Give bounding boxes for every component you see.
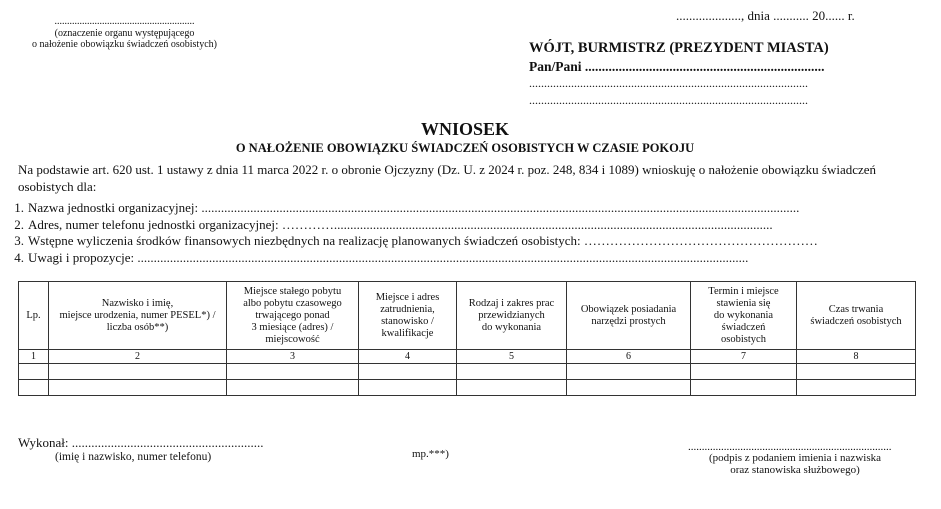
list-item: [0, 200, 818, 217]
addressee-name-line: Pan/Pani .......................................................................: [529, 59, 825, 74]
column-number-row: [19, 350, 916, 364]
intro-line-1: Na podstawie art. 620 ust. 1 ustawy z dnia 11 marca 2022 r. o obronie Ojczyzny (Dz. U. z 2024 r. poz. 248, 834 i 1089) wnioskuję o nałożenie obowiązku świadczeń: [18, 162, 877, 177]
column-number: 1: [19, 350, 49, 364]
column-number: 5: [457, 350, 567, 364]
item-text: Wstępne wyliczenia środków finansowych niezbędnych na realizację planowanych świadczeń osobistych: ………………………………………………: [28, 233, 818, 248]
organ-caption: (oznaczenie organu występującego o nałożenie obowiązku świadczeń osobistych): [32, 28, 217, 50]
column-header: Nazwisko i imię, miejsce urodzenia, numer PESEL*) / liczba osób**): [49, 282, 227, 350]
organ-dots: ........................................................: [54, 16, 195, 27]
column-number: 3: [227, 350, 359, 364]
column-header: Obowiązek posiadania narzędzi prostych: [567, 282, 691, 350]
column-header: Miejsce i adres zatrudnienia, stanowisko / kwalifikacje: [359, 282, 457, 350]
table-header-row: [19, 282, 916, 350]
table-cell[interactable]: [797, 380, 916, 396]
table-row: [19, 364, 916, 380]
table-cell[interactable]: [691, 364, 797, 380]
document-title: WNIOSEK: [420, 119, 510, 139]
table-cell[interactable]: [19, 380, 49, 396]
column-header: Lp.: [19, 282, 49, 350]
table-cell[interactable]: [227, 364, 359, 380]
request-items: [0, 200, 818, 266]
table-cell[interactable]: [49, 380, 227, 396]
table-cell[interactable]: [359, 364, 457, 380]
column-number: 4: [359, 350, 457, 364]
list-item: [0, 233, 818, 250]
intro-line-2: osobistych dla:: [18, 179, 97, 194]
table-cell[interactable]: [359, 380, 457, 396]
prepared-by-line: Wykonał: ...........................................................: [18, 435, 264, 450]
column-header: Czas trwania świadczeń osobistych: [797, 282, 916, 350]
document-subtitle: O NAŁOŻENIE OBOWIĄZKU ŚWIADCZEŃ OSOBISTYCH W CZASIE POKOJU: [235, 141, 695, 155]
table-cell[interactable]: [691, 380, 797, 396]
addressee-title: WÓJT, BURMISTRZ (PREZYDENT MIASTA): [529, 40, 829, 56]
list-item: [0, 250, 818, 267]
table-cell[interactable]: [567, 364, 691, 380]
date-line: ...................., dnia ........... 20...... r.: [676, 8, 855, 23]
column-number: 2: [49, 350, 227, 364]
item-number: 3.: [14, 233, 24, 248]
item-number: 2.: [14, 216, 24, 232]
item-text: Uwagi i propozycje: ............................................................................................................................................................................................: [28, 249, 749, 265]
table-cell[interactable]: [457, 380, 567, 396]
item-number: 1.: [14, 200, 24, 215]
prepared-by-caption: (imię i nazwisko, numer telefonu): [55, 451, 212, 463]
column-number: 6: [567, 350, 691, 364]
table-cell[interactable]: [567, 380, 691, 396]
table-cell[interactable]: [797, 364, 916, 380]
column-header: Rodzaj i zakres prac przewidzianych do wykonania: [457, 282, 567, 350]
column-header: Termin i miejsce stawienia się do wykonania świadczeń osobistych: [691, 282, 797, 350]
seal-placeholder: mp.***): [412, 448, 449, 460]
column-number: 7: [691, 350, 797, 364]
organ-block: [22, 16, 227, 50]
table-row: [19, 380, 916, 396]
list-item: [0, 217, 818, 234]
signature-dots: ..........................................................................: [688, 441, 892, 453]
table-cell[interactable]: [19, 364, 49, 380]
table-cell[interactable]: [457, 364, 567, 380]
signature-caption: (podpis z podaniem imienia i nazwiska oraz stanowiska służbowego): [709, 452, 881, 476]
item-text: Nazwa jednostki organizacyjnej: ........................................................................................................................................................................................: [28, 200, 800, 215]
item-number: 4.: [14, 249, 24, 265]
item-text: Adres, numer telefonu jednostki organizacyjnej: ………….......................................................................................................................................: [28, 216, 773, 232]
column-header: Miejsce stałego pobytu albo pobytu czasowego trwającego ponad 3 miesiące (adres) / miejscowość: [227, 282, 359, 350]
column-number: 8: [797, 350, 916, 364]
addressee-line-2: .............................................................................................: [529, 76, 808, 90]
persons-table: [18, 281, 916, 396]
table-cell[interactable]: [227, 380, 359, 396]
table-cell[interactable]: [49, 364, 227, 380]
addressee-line-3: .............................................................................................: [529, 93, 808, 107]
